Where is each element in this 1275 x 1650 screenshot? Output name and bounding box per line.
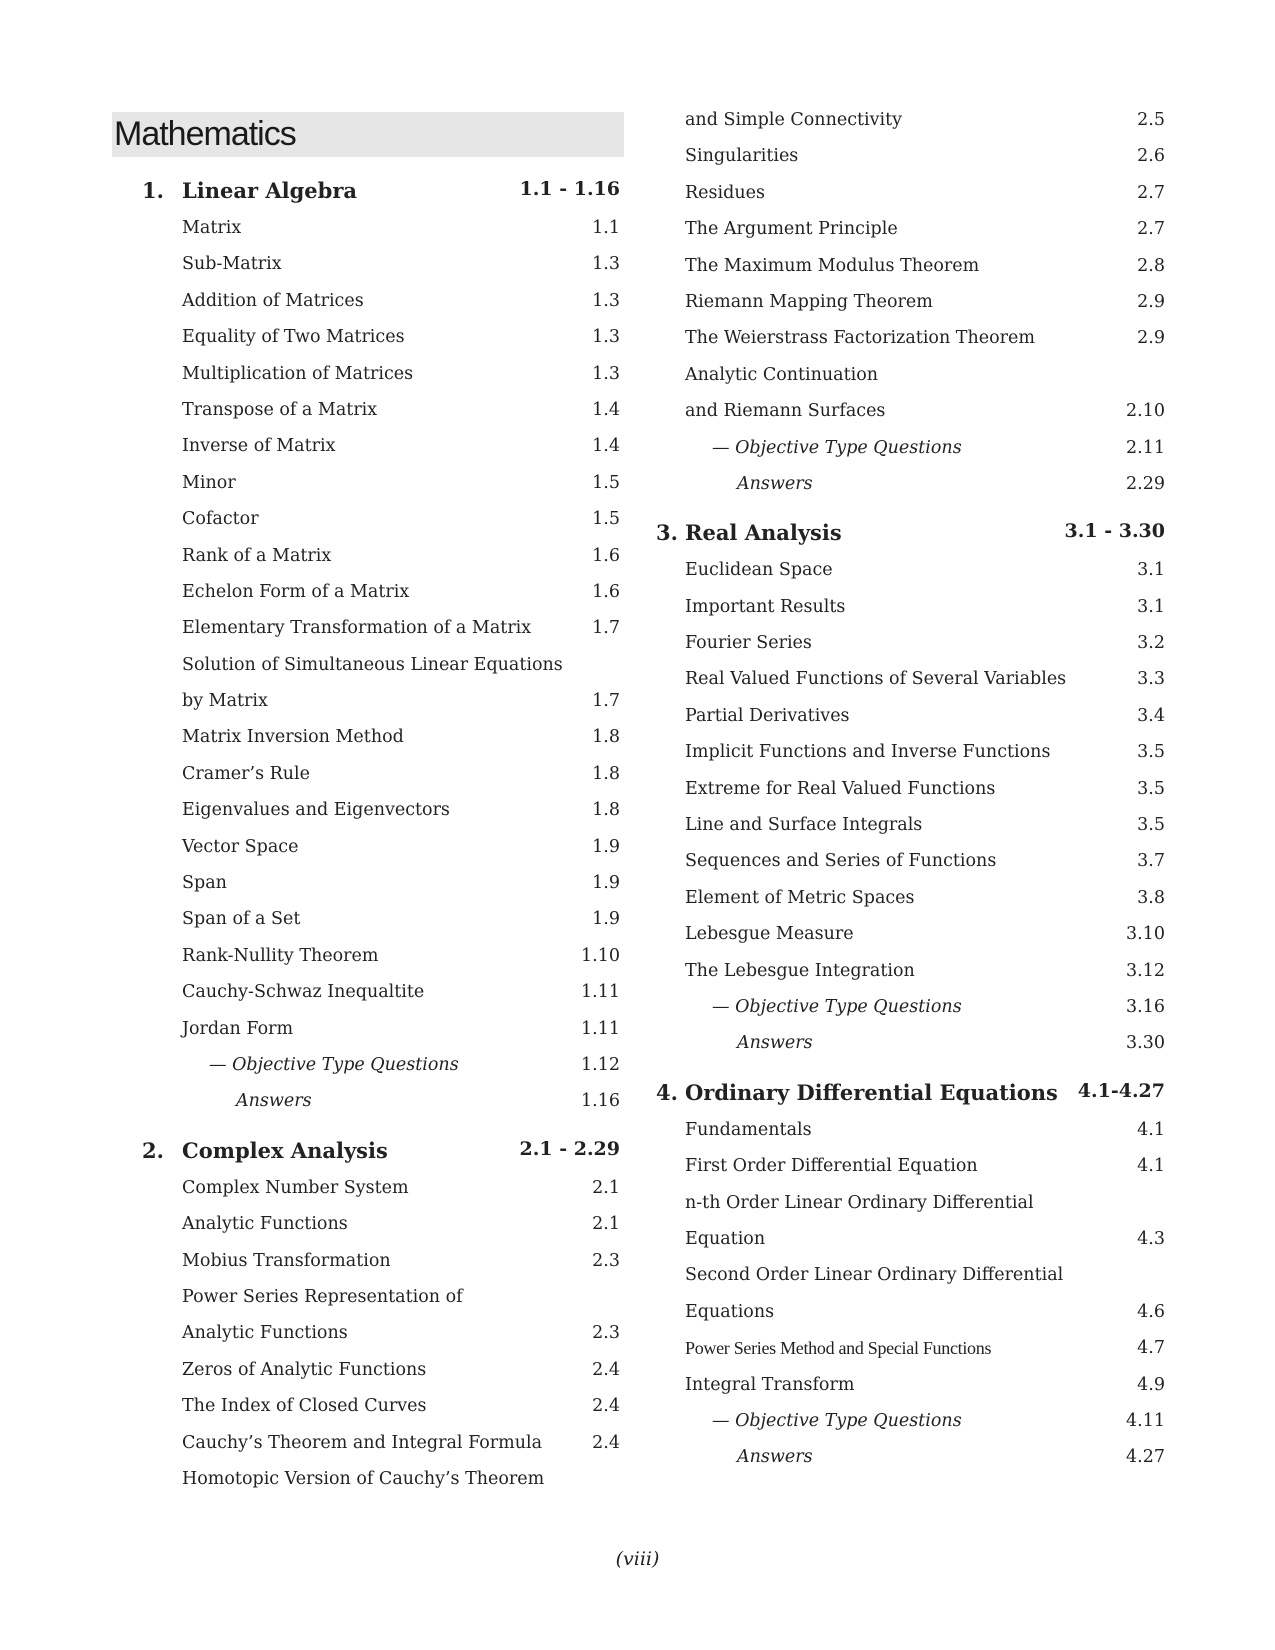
- entry-title: Rank of a Matrix: [182, 545, 332, 566]
- chapter-page-range: 3.1 - 3.30: [1064, 520, 1165, 543]
- entry-page-number: 3.16: [1126, 996, 1165, 1017]
- entry-page-number: 4.27: [1126, 1447, 1165, 1468]
- entry-title: Fundamentals: [685, 1119, 812, 1140]
- entry-page-number: 2.1: [592, 1177, 620, 1198]
- toc-entry: [142, 867, 624, 903]
- entry-title: Transpose of a Matrix: [182, 399, 378, 420]
- toc-entry: [142, 1354, 624, 1390]
- toc-entry: [142, 358, 624, 394]
- entry-page-number: 1.7: [592, 691, 620, 712]
- entry-page-number: 4.11: [1126, 1410, 1165, 1431]
- toc-entry: [685, 554, 1165, 590]
- toc-entry: [685, 1332, 1165, 1368]
- entry-title: Mobius Transformation: [182, 1250, 391, 1271]
- entry-title: — Objective Type Questions: [209, 1054, 459, 1075]
- entry-title: Partial Derivatives: [685, 705, 850, 726]
- entry-title: Answers: [737, 473, 813, 494]
- entry-page-number: 3.1: [1137, 596, 1165, 617]
- toc-entry: [685, 359, 1165, 395]
- toc-chapter-heading: [656, 512, 1165, 554]
- toc-entry: [685, 1150, 1165, 1186]
- entry-title: Sequences and Series of Functions: [685, 851, 997, 872]
- chapter-page-range: 1.1 - 1.16: [519, 178, 620, 200]
- entry-title: Equality of Two Matrices: [182, 327, 405, 348]
- toc-right-column: [656, 104, 1165, 1478]
- chapter-title: Complex Analysis: [182, 1137, 388, 1163]
- entry-title: Euclidean Space: [685, 560, 833, 581]
- entry-title: Equations: [685, 1301, 775, 1322]
- entry-page-number: 4.6: [1137, 1301, 1165, 1322]
- toc-entry: [685, 250, 1165, 286]
- entry-title: Multiplication of Matrices: [182, 363, 414, 384]
- toc-answers-entry: [685, 468, 1165, 504]
- entry-title: Cauchy-Schwaz Inequaltite: [182, 982, 425, 1003]
- entry-title: Integral Transform: [685, 1374, 855, 1395]
- entry-page-number: 1.8: [592, 763, 620, 784]
- entry-page-number: 2.8: [1137, 255, 1165, 276]
- toc-entry: [685, 1296, 1165, 1332]
- chapter-page-range: 4.1-4.27: [1077, 1079, 1165, 1102]
- toc-entry: [685, 395, 1165, 431]
- chapter-title: Linear Algebra: [182, 178, 358, 203]
- toc-entry: [142, 321, 624, 357]
- toc-entry: [142, 1317, 624, 1353]
- entry-page-number: 3.1: [1137, 560, 1165, 581]
- toc-entry: [685, 918, 1165, 954]
- entry-title: Jordan Form: [182, 1018, 294, 1039]
- entry-title: Analytic Functions: [182, 1214, 348, 1235]
- toc-entry: [142, 831, 624, 867]
- entry-title: Minor: [182, 472, 236, 493]
- entry-title: First Order Differential Equation: [685, 1156, 978, 1177]
- entry-title: Second Order Linear Ordinary Differential: [685, 1265, 1064, 1286]
- entry-page-number: 3.8: [1137, 887, 1165, 908]
- entry-title: Extreme for Real Valued Functions: [685, 778, 996, 799]
- toc-entry: [685, 322, 1165, 358]
- entry-title: Singularities: [685, 146, 799, 167]
- toc-entry: [142, 540, 624, 576]
- toc-entry: [142, 1427, 624, 1463]
- toc-answers-entry: [685, 1441, 1165, 1477]
- toc-chapter-heading: [142, 170, 624, 212]
- entry-title: by Matrix: [182, 691, 268, 712]
- entry-page-number: 4.3: [1137, 1228, 1165, 1249]
- entry-title: Lebesgue Measure: [685, 924, 854, 945]
- toc-entry: [142, 721, 624, 757]
- toc-entry: [142, 1245, 624, 1281]
- entry-title: Cofactor: [182, 509, 259, 530]
- entry-page-number: 2.11: [1126, 437, 1165, 458]
- entry-title: Inverse of Matrix: [182, 436, 336, 457]
- entry-page-number: 1.6: [592, 545, 620, 566]
- entry-page-number: 3.30: [1126, 1033, 1165, 1054]
- entry-title: Zeros of Analytic Functions: [182, 1359, 427, 1380]
- entry-page-number: 2.4: [592, 1396, 620, 1417]
- entry-title: — Objective Type Questions: [712, 437, 962, 458]
- toc-entry: [685, 700, 1165, 736]
- entry-title: Element of Metric Spaces: [685, 887, 915, 908]
- toc-entry: [142, 1208, 624, 1244]
- toc-entry: [142, 248, 624, 284]
- entry-title: — Objective Type Questions: [712, 996, 962, 1017]
- entry-page-number: 1.5: [592, 472, 620, 493]
- entry-title: Span: [182, 873, 227, 894]
- entry-title: Implicit Functions and Inverse Functions: [685, 742, 1051, 763]
- entry-title: Riemann Mapping Theorem: [685, 291, 933, 312]
- entry-page-number: 4.7: [1137, 1338, 1165, 1359]
- entry-title: Cauchy’s Theorem and Integral Formula: [182, 1432, 543, 1453]
- entry-title: Elementary Transformation of a Matrix: [182, 618, 532, 639]
- toc-entry: [685, 663, 1165, 699]
- entry-page-number: 1.3: [592, 254, 620, 275]
- entry-title: Fourier Series: [685, 633, 812, 654]
- entry-page-number: 1.12: [581, 1054, 620, 1075]
- toc-entry: [142, 1013, 624, 1049]
- toc-entry: [685, 286, 1165, 322]
- toc-chapter-heading: [656, 1072, 1165, 1114]
- toc-entry: [142, 794, 624, 830]
- toc-entry: [685, 591, 1165, 627]
- entry-page-number: 2.6: [1137, 146, 1165, 167]
- toc-chapter-heading: [142, 1130, 624, 1172]
- entry-title: and Simple Connectivity: [685, 110, 903, 130]
- toc-entry: [685, 177, 1165, 213]
- entry-page-number: 1.10: [581, 945, 620, 966]
- toc-entry: [685, 1223, 1165, 1259]
- toc-entry: [685, 773, 1165, 809]
- entry-page-number: 3.12: [1126, 960, 1165, 981]
- toc-entry: [685, 1114, 1165, 1150]
- toc-entry: [685, 140, 1165, 176]
- section-title: Mathematics: [114, 115, 296, 153]
- entry-title: Echelon Form of a Matrix: [182, 581, 410, 602]
- toc-entry: [142, 903, 624, 939]
- chapter-number: 2.: [142, 1137, 164, 1163]
- entry-page-number: 3.5: [1137, 742, 1165, 763]
- entry-title: Answers: [737, 1033, 813, 1054]
- entry-title: The Index of Closed Curves: [182, 1396, 427, 1417]
- entry-title: n-th Order Linear Ordinary Differential: [685, 1192, 1034, 1213]
- entry-page-number: 2.9: [1137, 328, 1165, 349]
- entry-page-number: 1.7: [592, 618, 620, 639]
- entry-page-number: 2.9: [1137, 291, 1165, 312]
- toc-entry: [685, 882, 1165, 918]
- entry-title: Equation: [685, 1228, 766, 1249]
- entry-page-number: 3.7: [1137, 851, 1165, 872]
- entry-page-number: 1.5: [592, 509, 620, 530]
- entry-title: Addition of Matrices: [182, 290, 364, 311]
- toc-entry: [142, 576, 624, 612]
- entry-page-number: 1.4: [592, 399, 620, 420]
- toc-questions-entry: [685, 991, 1165, 1027]
- toc-entry: [142, 685, 624, 721]
- entry-page-number: 3.5: [1137, 778, 1165, 799]
- entry-page-number: 2.4: [592, 1359, 620, 1380]
- chapter-number: 1.: [142, 178, 164, 203]
- entry-title: Analytic Functions: [182, 1323, 348, 1344]
- entry-page-number: 1.8: [592, 800, 620, 821]
- toc-entry: [142, 212, 624, 248]
- entry-title: Solution of Simultaneous Linear Equations: [182, 654, 563, 675]
- entry-title: Power Series Method and Special Functions: [685, 1338, 992, 1359]
- entry-page-number: 1.1: [592, 218, 620, 238]
- entry-page-number: 2.10: [1126, 401, 1165, 422]
- entry-page-number: 1.9: [592, 909, 620, 930]
- entry-page-number: 3.2: [1137, 633, 1165, 654]
- toc-questions-entry: [685, 1405, 1165, 1441]
- toc-entry: [685, 213, 1165, 249]
- entry-title: Cramer’s Rule: [182, 763, 311, 784]
- entry-title: Sub-Matrix: [182, 254, 282, 275]
- entry-title: Eigenvalues and Eigenvectors: [182, 800, 450, 821]
- chapter-number: 4.: [656, 1079, 678, 1105]
- entry-title: Real Valued Functions of Several Variables: [685, 669, 1067, 690]
- toc-questions-entry: [685, 432, 1165, 468]
- page-section-header: [112, 112, 624, 157]
- entry-title: and Riemann Surfaces: [685, 401, 886, 422]
- toc-entry: [142, 503, 624, 539]
- toc-entry: [685, 1259, 1165, 1295]
- toc-entry: [142, 285, 624, 321]
- entry-title: The Argument Principle: [685, 219, 898, 240]
- toc-entry: [142, 1281, 624, 1317]
- entry-title: Span of a Set: [182, 909, 301, 930]
- toc-entry: [685, 104, 1165, 140]
- toc-entry: [685, 1369, 1165, 1405]
- entry-title: Power Series Representation of: [182, 1286, 463, 1307]
- entry-page-number: 2.3: [592, 1323, 620, 1344]
- toc-entry: [142, 1172, 624, 1208]
- entry-page-number: 1.3: [592, 327, 620, 348]
- entry-page-number: 1.3: [592, 290, 620, 311]
- entry-title: Rank-Nullity Theorem: [182, 945, 379, 966]
- entry-page-number: 2.4: [592, 1432, 620, 1453]
- toc-entry: [142, 758, 624, 794]
- entry-page-number: 3.4: [1137, 705, 1165, 726]
- toc-entry: [142, 976, 624, 1012]
- entry-title: Vector Space: [182, 836, 299, 857]
- chapter-title: Real Analysis: [685, 520, 842, 546]
- entry-page-number: 4.9: [1137, 1374, 1165, 1395]
- entry-page-number: 2.29: [1126, 473, 1165, 494]
- entry-title: Complex Number System: [182, 1177, 409, 1198]
- entry-title: The Maximum Modulus Theorem: [685, 255, 980, 276]
- toc-entry: [142, 612, 624, 648]
- entry-page-number: 4.1: [1137, 1119, 1165, 1140]
- chapter-number: 3.: [656, 520, 678, 546]
- toc-questions-entry: [142, 1049, 624, 1085]
- toc-entry: [142, 394, 624, 430]
- toc-entry: [685, 1187, 1165, 1223]
- entry-title: Answers: [236, 1091, 312, 1112]
- entry-page-number: 1.3: [592, 363, 620, 384]
- toc-entry: [685, 736, 1165, 772]
- entry-page-number: 1.11: [581, 1018, 620, 1039]
- toc-answers-entry: [685, 1027, 1165, 1063]
- entry-title: Homotopic Version of Cauchy’s Theorem: [182, 1468, 545, 1489]
- toc-entry: [685, 845, 1165, 881]
- entry-title: The Weierstrass Factorization Theorem: [685, 328, 1035, 349]
- toc-entry: [142, 649, 624, 685]
- entry-page-number: 1.8: [592, 727, 620, 748]
- toc-left-column: [142, 170, 624, 1499]
- entry-page-number: 2.1: [592, 1214, 620, 1235]
- toc-entry: [142, 940, 624, 976]
- toc-entry: [685, 955, 1165, 991]
- entry-page-number: 4.1: [1137, 1156, 1165, 1177]
- entry-title: Analytic Continuation: [685, 364, 879, 385]
- toc-entry: [142, 467, 624, 503]
- entry-title: Line and Surface Integrals: [685, 815, 923, 836]
- entry-title: — Objective Type Questions: [712, 1410, 962, 1431]
- entry-page-number: 1.4: [592, 436, 620, 457]
- entry-page-number: 1.16: [581, 1091, 620, 1112]
- entry-title: Answers: [737, 1447, 813, 1468]
- page-number: (viii): [615, 1548, 660, 1570]
- toc-entry: [142, 1463, 624, 1499]
- toc-entry: [142, 1390, 624, 1426]
- entry-page-number: 1.9: [592, 836, 620, 857]
- toc-entry: [685, 627, 1165, 663]
- entry-title: The Lebesgue Integration: [685, 960, 915, 981]
- entry-page-number: 1.9: [592, 873, 620, 894]
- entry-title: Residues: [685, 182, 765, 203]
- entry-page-number: 2.3: [592, 1250, 620, 1271]
- entry-page-number: 3.3: [1137, 669, 1165, 690]
- chapter-page-range: 2.1 - 2.29: [519, 1137, 620, 1160]
- entry-page-number: 1.11: [581, 982, 620, 1003]
- chapter-title: Ordinary Differential Equations: [685, 1079, 1058, 1105]
- entry-page-number: 2.7: [1137, 182, 1165, 203]
- entry-title: Important Results: [685, 596, 846, 617]
- toc-entry: [685, 809, 1165, 845]
- entry-title: Matrix Inversion Method: [182, 727, 404, 748]
- toc-answers-entry: [142, 1085, 624, 1121]
- entry-page-number: 3.5: [1137, 815, 1165, 836]
- entry-page-number: 2.7: [1137, 219, 1165, 240]
- entry-page-number: 3.10: [1126, 924, 1165, 945]
- toc-entry: [142, 430, 624, 466]
- entry-page-number: 1.6: [592, 581, 620, 602]
- entry-title: Matrix: [182, 218, 242, 238]
- entry-page-number: 2.5: [1137, 110, 1165, 130]
